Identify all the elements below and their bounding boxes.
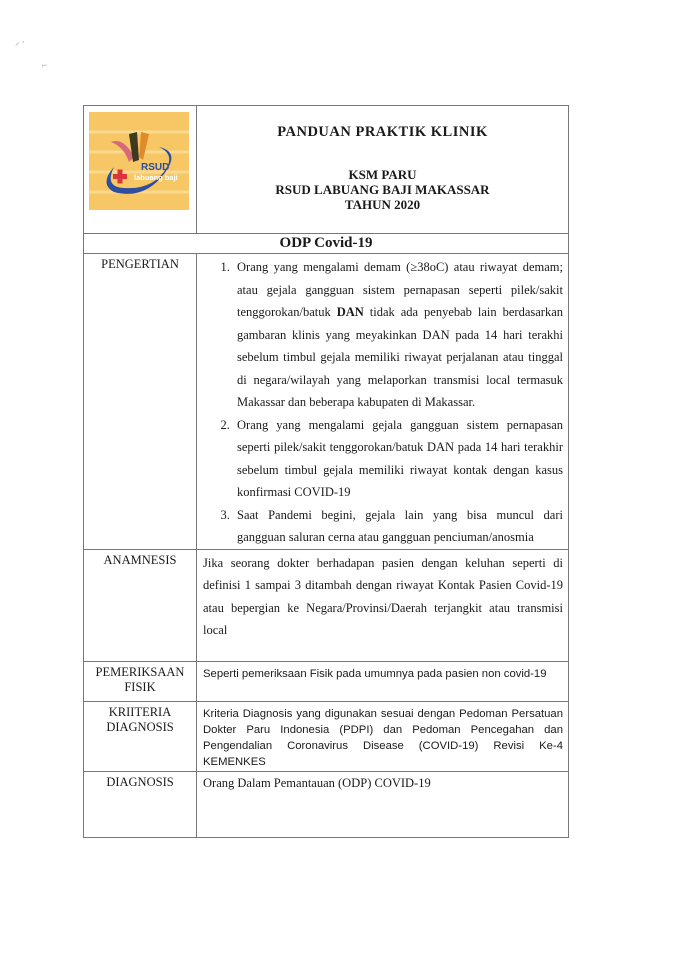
document-title: PANDUAN PRAKTIK KLINIK [277, 124, 488, 140]
list-item: 1. Orang yang mengalami demam (≥38oC) atau riwayat demam; atau gejala gangguan sistem pernapasan seperti pilek/sakit tenggorokan/batuk DAN tidak ada penyebab lain berdasarkan gambaran klinis yang meyakinkan DAN pada 14 hari terakhi sebelum timbul gejala memiliki riwayat perjalanan atau tinggal di negara/wilayah yang melaporkan transmisi local termasuk Makassar dan beberapa kabupaten di Makassar. [233, 256, 563, 414]
scan-mark: ⸝ · [15, 37, 25, 47]
pengertian-content [197, 254, 569, 550]
label-pemeriksaan-fisik: PEMERIKSAAN FISIK [84, 661, 197, 701]
svg-text:labuang baji: labuang baji [134, 173, 178, 182]
diagnosis-content: Orang Dalam Pemantauan (ODP) COVID-19 [197, 771, 569, 837]
list-item: 3. Saat Pandemi begini, gejala lain yang bisa muncul dari gangguan saluran cerna atau gangguan penciuman/anosmia [233, 504, 563, 549]
anamnesis-content: Jika seorang dokter berhadapan pasien dengan keluhan seperti di definisi 1 sampai 3 ditambah dengan riwayat Kontak Pasien Covid-19 atau bepergian ke Negara/Provinsi/Daerah terjangkit atau transmisi local [197, 549, 569, 661]
topic-title: ODP Covid-19 [84, 234, 569, 254]
label-pengertian: PENGERTIAN [84, 254, 197, 550]
list-item: 2. Orang yang mengalami gejala gangguan sistem pernapasan seperti pilek/sakit tenggorokan/batuk DAN pada 14 hari terakhir sebelum timbul gejala memiliki riwayat kontak dengan kasus konfirmasi COVID-19 [233, 414, 563, 504]
label-diagnosis: DIAGNOSIS [84, 771, 197, 837]
hospital-name: RSUD LABUANG BAJI MAKASSAR [275, 182, 490, 197]
kriteria-content: Kriteria Diagnosis yang digunakan sesuai dengan Pedoman Persatuan Dokter Paru Indonesia (PDPI) dan Pedoman Pencegahan dan Pengendalian Coronavirus Disease (COVID-19) Revisi Ke-4 KEMENKES [197, 701, 569, 771]
pemeriksaan-content: Seperti pemeriksaan Fisik pada umumnya pada pasien non covid-19 [197, 661, 569, 701]
header-cell [197, 106, 569, 234]
scan-mark: ⌐ [42, 60, 48, 70]
svg-text:RSUD: RSUD [141, 162, 170, 173]
rsud-logo [89, 112, 189, 210]
department: KSM PARU [348, 167, 417, 182]
year: TAHUN 2020 [344, 197, 421, 212]
label-kriteria-diagnosis: KRIITERIA DIAGNOSIS [84, 701, 197, 771]
logo-cell [84, 106, 197, 234]
label-anamnesis: ANAMNESIS [84, 549, 197, 661]
clinical-guide-table [83, 105, 569, 838]
